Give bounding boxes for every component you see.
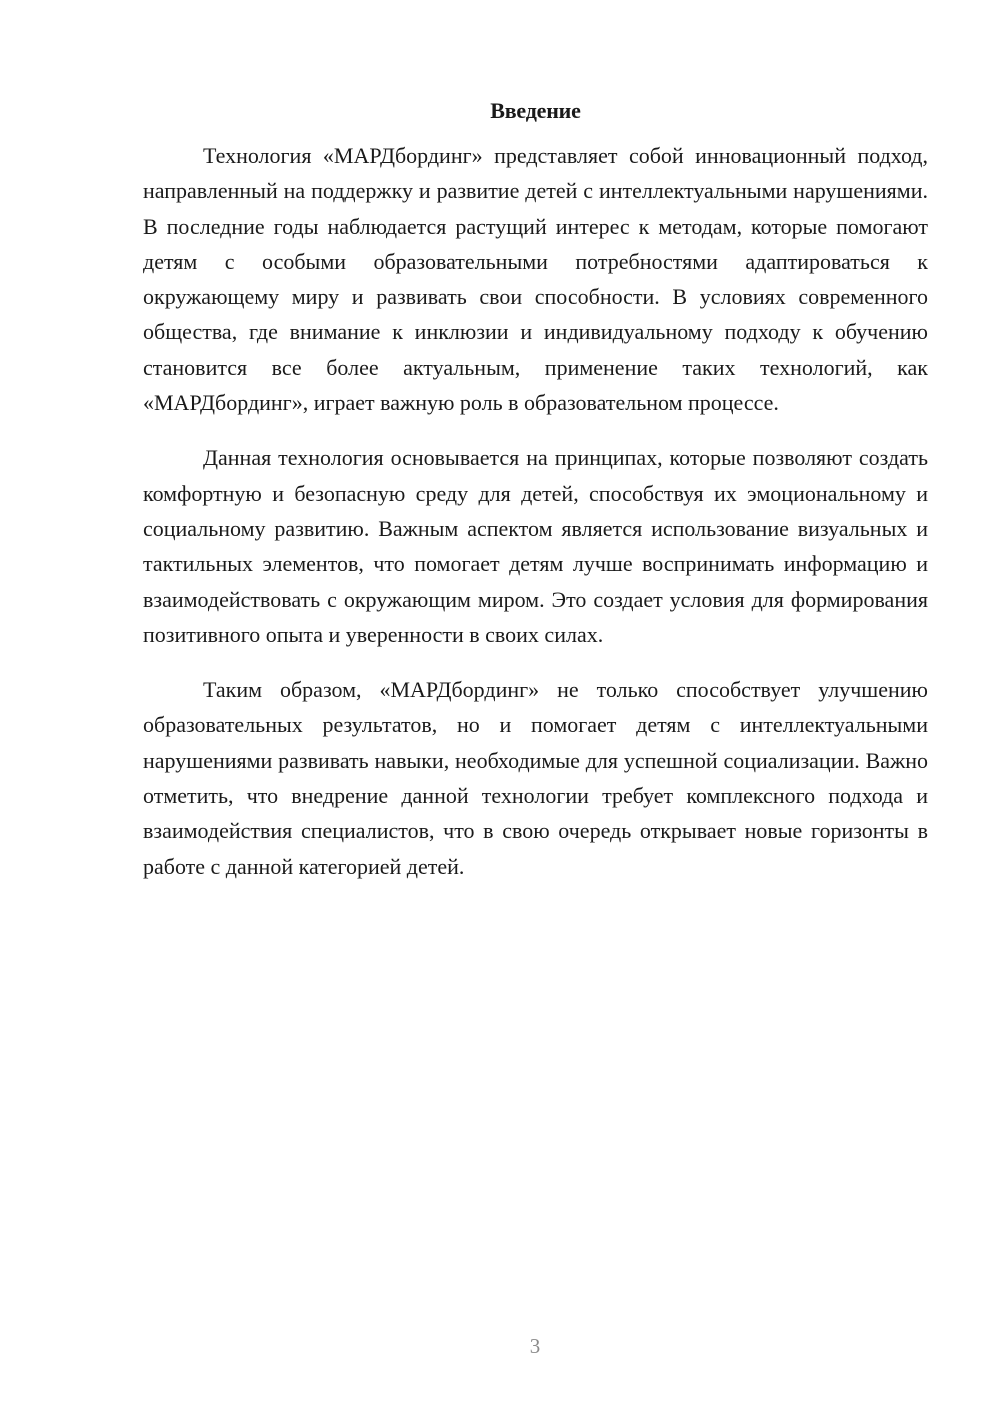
section-heading: Введение <box>490 98 581 123</box>
paragraph-2: Данная технология основывается на принципах, которые позволяют создать комфортную и безопасную среду для детей, способствуя их эмоциональному и социальному развитию. Важным аспектом является использование визуальных и тактильных элементов, что помогает детям лучше воспринимать информацию и взаимодействовать с окружающим миром. Это создает условия для формирования позитивного опыта и уверенности в своих силах. <box>143 445 928 647</box>
page-content <box>143 96 928 904</box>
paragraph-3: Таким образом, «МАРДбординг» не только способствует улучшению образовательных результатов, но и помогает детям с интеллектуальными нарушениями развивать навыки, необходимые для успешной социализации. Важно отметить, что внедрение данной технологии требует комплексного подхода и взаимодействия специалистов, что в свою очередь открывает новые горизонты в работе с данной категорией детей. <box>143 677 928 879</box>
page-number: 3 <box>529 1334 541 1358</box>
paragraph-1: Технология «МАРДбординг» представляет собой инновационный подход, направленный на поддержку и развитие детей с интеллектуальными нарушениями. В последние годы наблюдается растущий интерес к методам, которые помогают детям с особыми образовательными потребностями адаптироваться к окружающему миру и развивать свои способности. В условиях современного общества, где внимание к инклюзии и индивидуальному подходу к обучению становится все более актуальным, применение таких технологий, как «МАРДбординг», играет важную роль в образовательном процессе. <box>143 143 928 416</box>
